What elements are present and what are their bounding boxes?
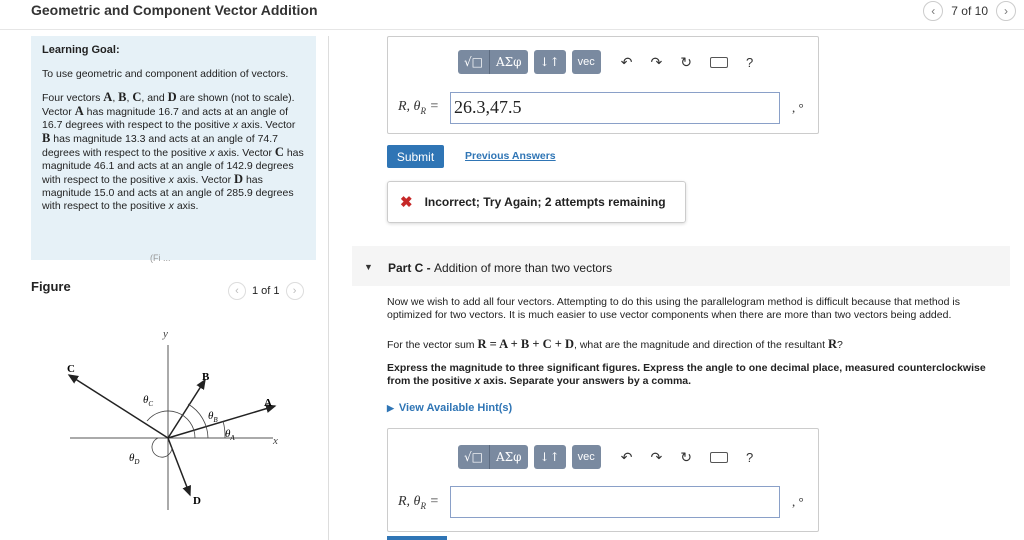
part-c-instructions: Express the magnitude to three significant figures. Express the angle to one decimal place, measured counterclockwise from the positive x axis. Separate your answers by a comma. bbox=[387, 362, 986, 387]
part-b-variable-label: R, $\theta_R$ = bbox=[398, 99, 439, 116]
label-theta-d: $\theta_D$ bbox=[129, 452, 140, 466]
figure-link-faded: (Fi ... bbox=[150, 253, 171, 263]
part-c-unit: , ° bbox=[792, 494, 804, 509]
label-c: C bbox=[67, 363, 75, 375]
view-hints-link[interactable]: ▶ View Available Hint(s) bbox=[387, 402, 513, 414]
label-theta-a: $\theta_A$ bbox=[225, 428, 235, 442]
feedback-text: Incorrect; Try Again; 2 attempts remaining bbox=[424, 195, 666, 209]
part-b-answer-input[interactable]: 26.3,47.5 bbox=[450, 92, 780, 124]
label-theta-b: $\theta_B$ bbox=[208, 410, 218, 424]
feedback-message bbox=[387, 181, 686, 223]
part-c-question-text: Now we wish to add all four vectors. Attempting to do this using the parallelogram method is difficult because that method is optimized for two vectors. It is much easier to use vector components when there are more than two vectors being added. bbox=[387, 296, 960, 321]
chevron-left-icon: ‹ bbox=[235, 285, 239, 297]
label-a: A bbox=[264, 397, 272, 409]
learning-goal-text: To use geometric and component addition of vectors. bbox=[42, 68, 289, 80]
collapse-caret-icon[interactable]: ▼ bbox=[364, 262, 373, 272]
theta-b-arc bbox=[188, 404, 208, 438]
top-bar bbox=[0, 0, 1024, 30]
vector-button[interactable]: vec bbox=[577, 451, 595, 463]
x-axis-label: x bbox=[273, 435, 278, 447]
previous-answers-link[interactable]: Previous Answers bbox=[465, 150, 556, 162]
label-theta-c: $\theta_C$ bbox=[143, 394, 154, 408]
figure-label: Figure bbox=[31, 279, 71, 294]
part-b-math-toolbar bbox=[458, 50, 753, 74]
part-c-submit-button-edge[interactable] bbox=[387, 536, 447, 540]
next-problem-button[interactable] bbox=[996, 1, 1016, 21]
expand-caret-icon: ▶ bbox=[387, 403, 394, 413]
problem-pager bbox=[923, 1, 1016, 21]
prev-problem-button[interactable] bbox=[923, 1, 943, 21]
sqrt-template-button[interactable]: √□ bbox=[458, 445, 490, 469]
reset-icon[interactable]: ↻ bbox=[680, 448, 692, 465]
chevron-right-icon: › bbox=[292, 285, 297, 297]
vector-d bbox=[168, 438, 190, 495]
submit-button[interactable]: Submit bbox=[387, 145, 444, 168]
part-c-variable-label: R, $\theta_R$ = bbox=[398, 494, 439, 511]
help-icon[interactable]: ? bbox=[745, 54, 754, 70]
page-title: Geometric and Component Vector Addition bbox=[31, 2, 318, 18]
label-d: D bbox=[193, 495, 201, 507]
redo-icon[interactable]: ↷ bbox=[650, 53, 663, 70]
undo-icon[interactable]: ↶ bbox=[620, 448, 633, 465]
y-axis-label: y bbox=[163, 328, 168, 340]
learning-goal-title: Learning Goal: bbox=[42, 44, 120, 56]
chevron-left-icon: ‹ bbox=[931, 4, 936, 18]
part-c-answer-input[interactable] bbox=[450, 486, 780, 518]
problem-counter: 7 of 10 bbox=[951, 4, 988, 18]
column-divider bbox=[328, 36, 329, 540]
help-icon[interactable]: ? bbox=[745, 449, 754, 465]
sqrt-template-button[interactable]: √□ bbox=[458, 50, 490, 74]
part-b-unit: , ° bbox=[792, 100, 804, 115]
next-figure-button[interactable] bbox=[286, 282, 304, 300]
greek-symbols-button[interactable]: ΑΣφ bbox=[495, 55, 522, 69]
vector-figure bbox=[55, 320, 305, 520]
keyboard-icon[interactable] bbox=[710, 452, 728, 463]
part-c-math-toolbar bbox=[458, 445, 753, 469]
incorrect-x-icon: ✖ bbox=[400, 194, 413, 211]
vector-button[interactable]: vec bbox=[577, 56, 595, 68]
figure-counter: 1 of 1 bbox=[252, 285, 280, 297]
part-c-title: Part C - Addition of more than two vectors bbox=[388, 261, 613, 275]
label-b: B bbox=[202, 371, 210, 383]
part-c-question-line: For the vector sum R = A + B + C + D, what are the magnitude and direction of the resultant R? bbox=[387, 337, 843, 351]
figure-pager bbox=[228, 282, 304, 300]
subscript-superscript-button[interactable]: ↓↑ bbox=[539, 450, 560, 464]
prev-figure-button[interactable] bbox=[228, 282, 246, 300]
problem-description: Four vectors A, B, C, and D are shown (not to scale). Vector A has magnitude 16.7 and acts at an angle of 16.7 degrees with respect to the positive x axis. Vector B has magnitude 13.3 and acts at an angle of 74.7 degrees with respect to the positive x axis. Vector C has magnitude 46.1 and acts at an angle of 142.9 degrees with respect to the positive x axis. Vector D has magnitude 15.0 and acts at an angle of 285.9 degrees with respect to the positive x axis. bbox=[42, 90, 304, 212]
keyboard-icon[interactable] bbox=[710, 57, 728, 68]
greek-symbols-button[interactable]: ΑΣφ bbox=[495, 450, 522, 464]
learning-goal-panel bbox=[31, 36, 316, 260]
undo-icon[interactable]: ↶ bbox=[620, 53, 633, 70]
subscript-superscript-button[interactable]: ↓↑ bbox=[539, 55, 560, 69]
redo-icon[interactable]: ↷ bbox=[650, 448, 663, 465]
reset-icon[interactable]: ↻ bbox=[680, 53, 692, 70]
vector-a bbox=[168, 406, 275, 438]
vector-c bbox=[69, 375, 168, 438]
chevron-right-icon: › bbox=[1004, 4, 1008, 18]
